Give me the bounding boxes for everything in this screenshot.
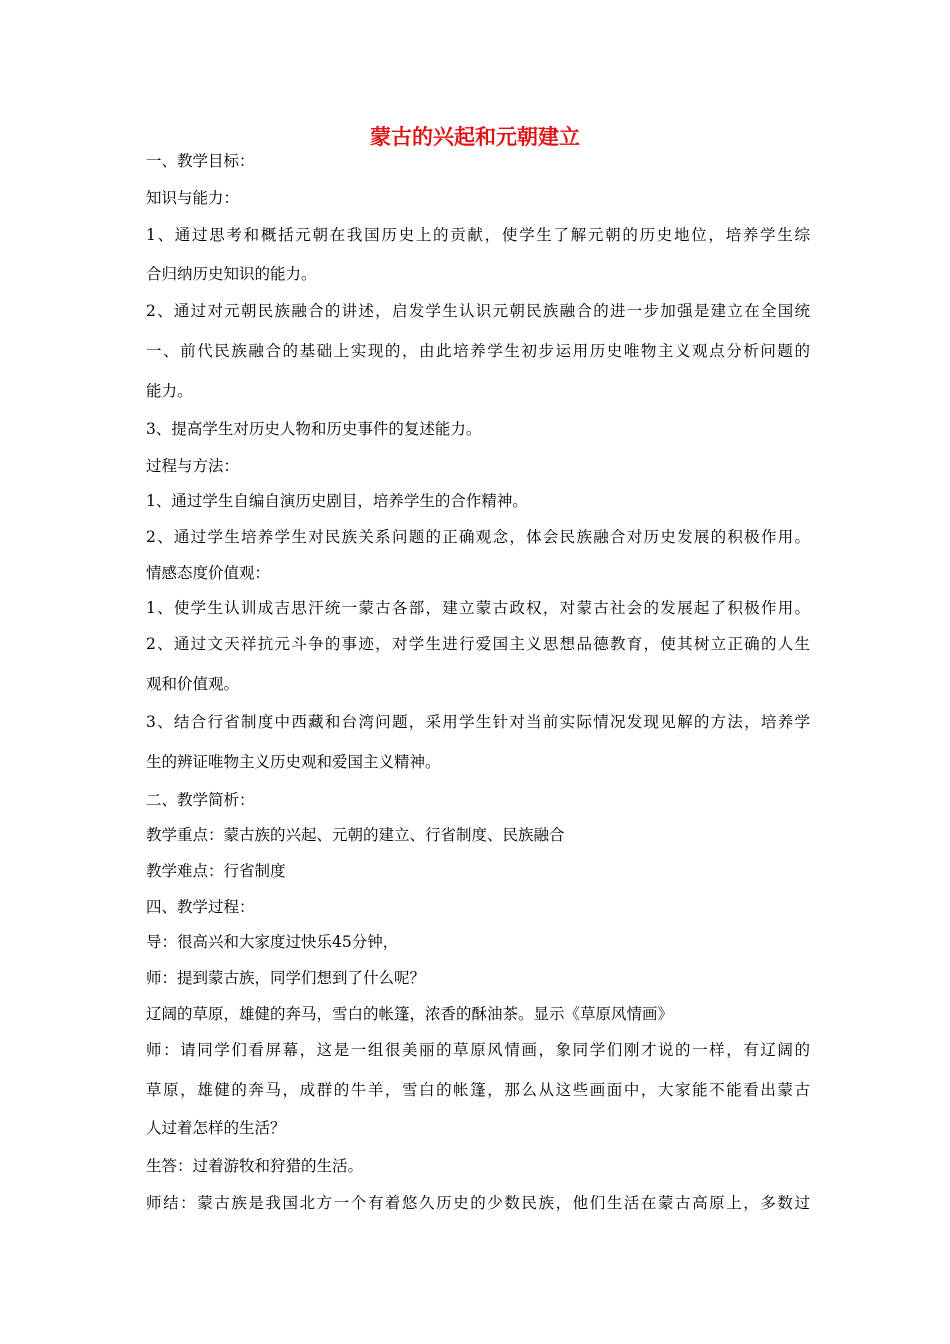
subheading-emotion-values: 情感态度价值观： xyxy=(146,564,271,582)
paragraph-line: 教学重点：蒙古族的兴起、元朝的建立、行省制度、民族融合 xyxy=(146,826,565,844)
paragraph-line: 1、通过思考和概括元朝在我国历史上的贡献，使学生了解元朝的历史地位，培养学生综 xyxy=(146,226,810,244)
section-heading-objectives: 一、教学目标： xyxy=(146,152,255,170)
paragraph-line: 2、通过对元朝民族融合的讲述，启发学生认识元朝民族融合的进一步加强是建立在全国统 xyxy=(146,302,810,320)
paragraph-line: 1、通过学生自编自演历史剧目，培养学生的合作精神。 xyxy=(146,492,528,510)
paragraph-line: 生答：过着游牧和狩猎的生活。 xyxy=(146,1157,364,1175)
paragraph-line: 辽阔的草原，雄健的奔马，雪白的帐篷，浓香的酥油茶。显示《草原风情画》 xyxy=(146,1005,674,1023)
paragraph-line: 2、通过文天祥抗元斗争的事迹，对学生进行爱国主义思想品德教育，使其树立正确的人生 xyxy=(146,635,810,653)
paragraph-line: 3、结合行省制度中西藏和台湾问题，采用学生针对当前实际情况发现见解的方法，培养学 xyxy=(146,713,810,731)
paragraph-line: 人过着怎样的生活？ xyxy=(146,1119,286,1137)
paragraph-line: 3、提高学生对历史人物和历史事件的复述能力。 xyxy=(146,420,482,438)
document-title: 蒙古的兴起和元朝建立 xyxy=(370,125,580,149)
subheading-knowledge-ability: 知识与能力： xyxy=(146,189,240,207)
paragraph-line: 导：很高兴和大家度过快乐45分钟， xyxy=(146,933,399,951)
paragraph-line: 师：请同学们看屏幕，这是一组很美丽的草原风情画，象同学们刚才说的一样，有辽阔的 xyxy=(146,1041,810,1059)
section-heading-process: 四、教学过程： xyxy=(146,898,255,916)
paragraph-line: 能力。 xyxy=(146,382,193,400)
paragraph-line: 1、使学生认训成吉思汗统一蒙古各部，建立蒙古政权，对蒙古社会的发展起了积极作用。 xyxy=(146,599,810,617)
paragraph-line: 2、通过学生培养学生对民族关系问题的正确观念，体会民族融合对历史发展的积极作用。 xyxy=(146,528,810,546)
paragraph-line: 一、前代民族融合的基础上实现的，由此培养学生初步运用历史唯物主义观点分析问题的 xyxy=(146,342,810,360)
section-heading-analysis: 二、教学简析： xyxy=(146,791,255,809)
paragraph-line: 师结：蒙古族是我国北方一个有着悠久历史的少数民族，他们生活在蒙古高原上，多数过 xyxy=(146,1194,810,1212)
paragraph-line: 观和价值观。 xyxy=(146,675,240,693)
paragraph-line: 生的辨证唯物主义历史观和爱国主义精神。 xyxy=(146,753,441,771)
paragraph-line: 合归纳历史知识的能力。 xyxy=(146,265,317,283)
paragraph-line: 师：提到蒙古族，同学们想到了什么呢？ xyxy=(146,969,426,987)
paragraph-line: 草原，雄健的奔马，成群的牛羊，雪白的帐篷，那么从这些画面中，大家能不能看出蒙古 xyxy=(146,1081,810,1099)
paragraph-line: 教学难点：行省制度 xyxy=(146,862,286,880)
subheading-process-method: 过程与方法： xyxy=(146,457,240,475)
